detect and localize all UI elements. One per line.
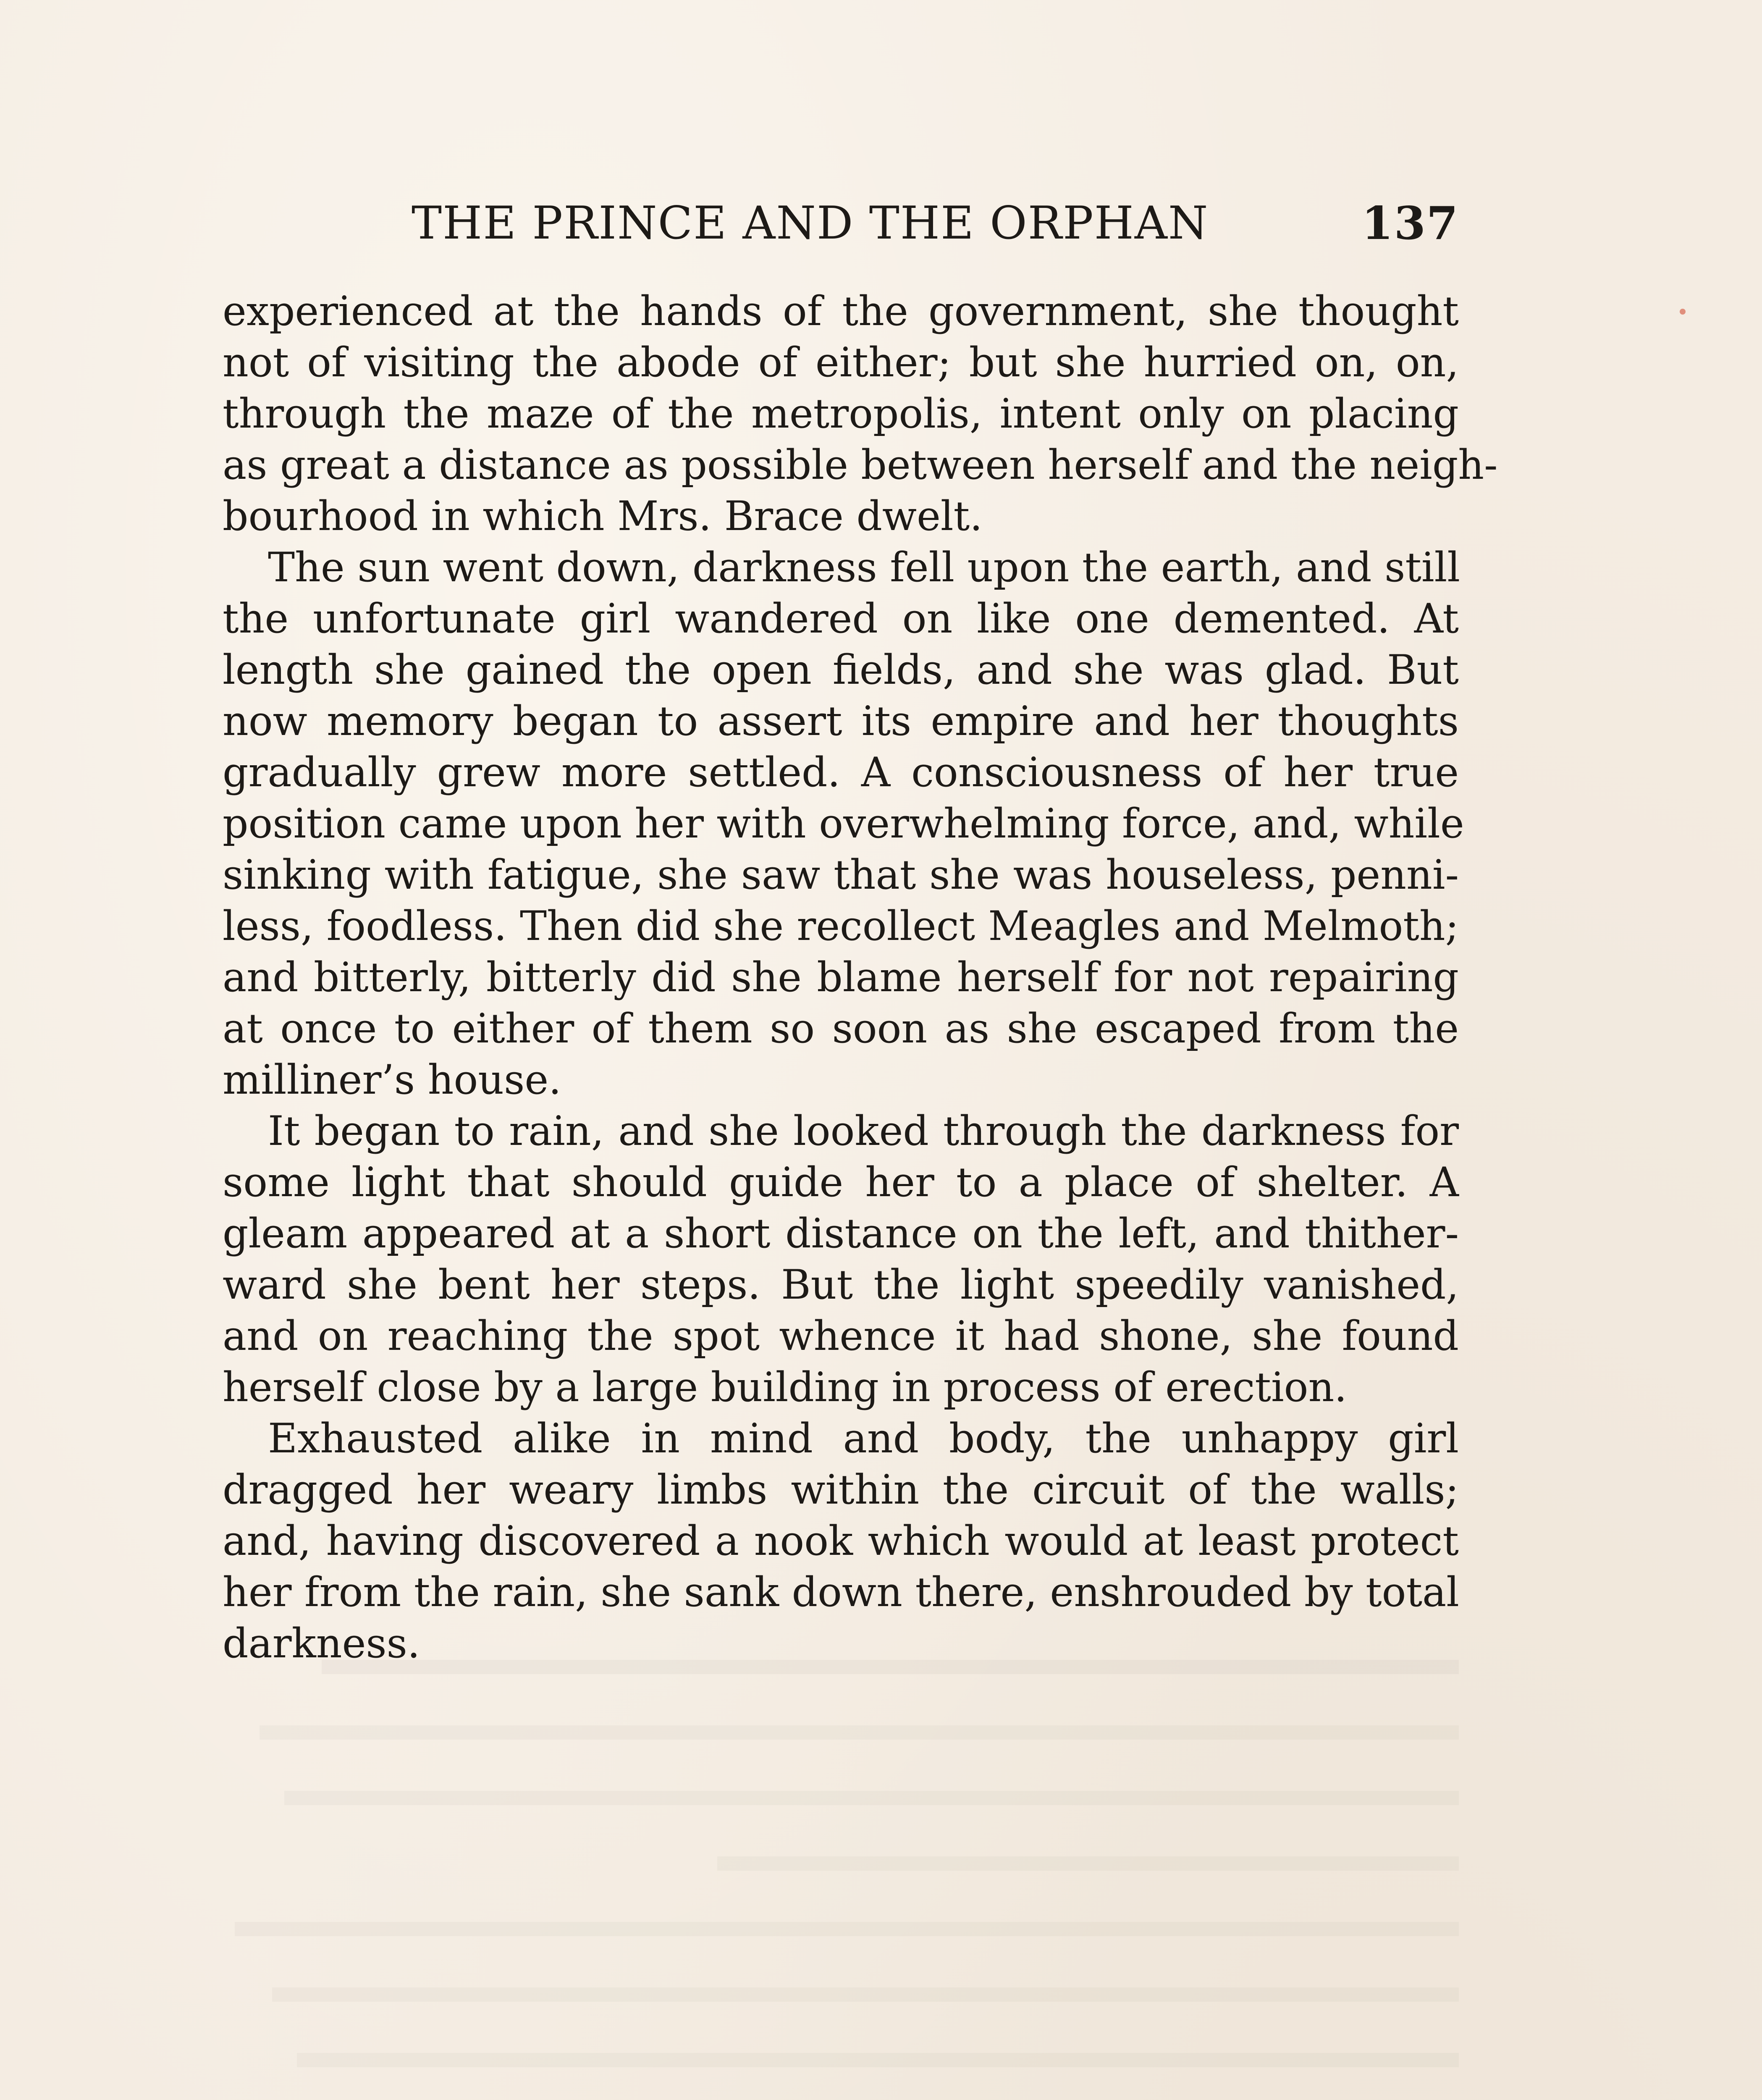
- text-line: some light that should guide her to a place of shelter. A: [223, 1159, 1459, 1206]
- text-line: sinking with fatigue, she saw that she was houseless, penni-: [223, 851, 1459, 898]
- show-through-line: [247, 2067, 1459, 2100]
- text-line: gleam appeared at a short distance on the left, and thither-: [223, 1210, 1459, 1257]
- text-line: and, having discovered a nook which would at least protect: [223, 1517, 1459, 1564]
- text-line: herself close by a large building in process of erection.: [223, 1364, 1347, 1411]
- show-through-texture: [223, 1609, 1459, 2100]
- text-line: as great a distance as possible between herself and the neigh-: [223, 441, 1498, 488]
- body-text: [223, 286, 1498, 1669]
- text-line: dragged her weary limbs within the circuit of the walls;: [223, 1466, 1459, 1513]
- text-line: It began to rain, and she looked through the darkness for: [268, 1108, 1459, 1155]
- show-through-line: [235, 1871, 1459, 1936]
- show-through-line: [717, 1805, 1459, 1871]
- text-line: gradually grew more settled. A consciousness of her true: [223, 749, 1459, 796]
- running-title: THE PRINCE AND THE ORPHAN: [412, 197, 1209, 249]
- text-line: milliner’s house.: [223, 1056, 561, 1103]
- text-line: length she gained the open fields, and she was glad. But: [223, 646, 1459, 693]
- text-line: the unfortunate girl wandered on like one demented. At: [223, 595, 1459, 642]
- paper-speck: [1680, 309, 1686, 315]
- text-line: experienced at the hands of the government, she thought: [223, 288, 1459, 335]
- text-line: at once to either of them so soon as she escaped from the: [223, 1005, 1459, 1052]
- text-line: not of visiting the abode of either; but she hurried on, on,: [223, 339, 1459, 386]
- paragraph-1: [223, 286, 1498, 542]
- text-line: and bitterly, bitterly did she blame herself for not repairing: [223, 954, 1459, 1001]
- show-through-line: [322, 1609, 1459, 1674]
- show-through-line: [297, 2002, 1459, 2067]
- text-line: Exhausted alike in mind and body, the unhappy girl: [268, 1415, 1459, 1462]
- text-line: her from the rain, she sank down there, enshrouded by total: [223, 1569, 1459, 1616]
- text-line: bourhood in which Mrs. Brace dwelt.: [223, 493, 983, 540]
- paragraph-3: [223, 1105, 1459, 1413]
- text-line: and on reaching the spot whence it had shone, she found: [223, 1312, 1459, 1360]
- text-line: The sun went down, darkness fell upon the earth, and still: [268, 544, 1460, 591]
- text-line: less, foodless. Then did she recollect Meagles and Melmoth;: [223, 903, 1459, 950]
- show-through-line: [284, 1740, 1459, 1805]
- show-through-line: [272, 1936, 1459, 2002]
- page-number: 137: [1361, 197, 1459, 250]
- paragraph-2: [223, 542, 1464, 1105]
- show-through-line: [260, 1674, 1459, 1740]
- running-head: [223, 194, 1459, 253]
- text-line: now memory began to assert its empire and her thoughts: [223, 698, 1459, 745]
- text-line: through the maze of the metropolis, intent only on placing: [223, 390, 1459, 437]
- text-line: darkness.: [223, 1620, 420, 1667]
- text-line: position came upon her with overwhelming force, and, while: [223, 800, 1464, 847]
- text-line: ward she bent her steps. But the light speedily vanished,: [223, 1261, 1459, 1308]
